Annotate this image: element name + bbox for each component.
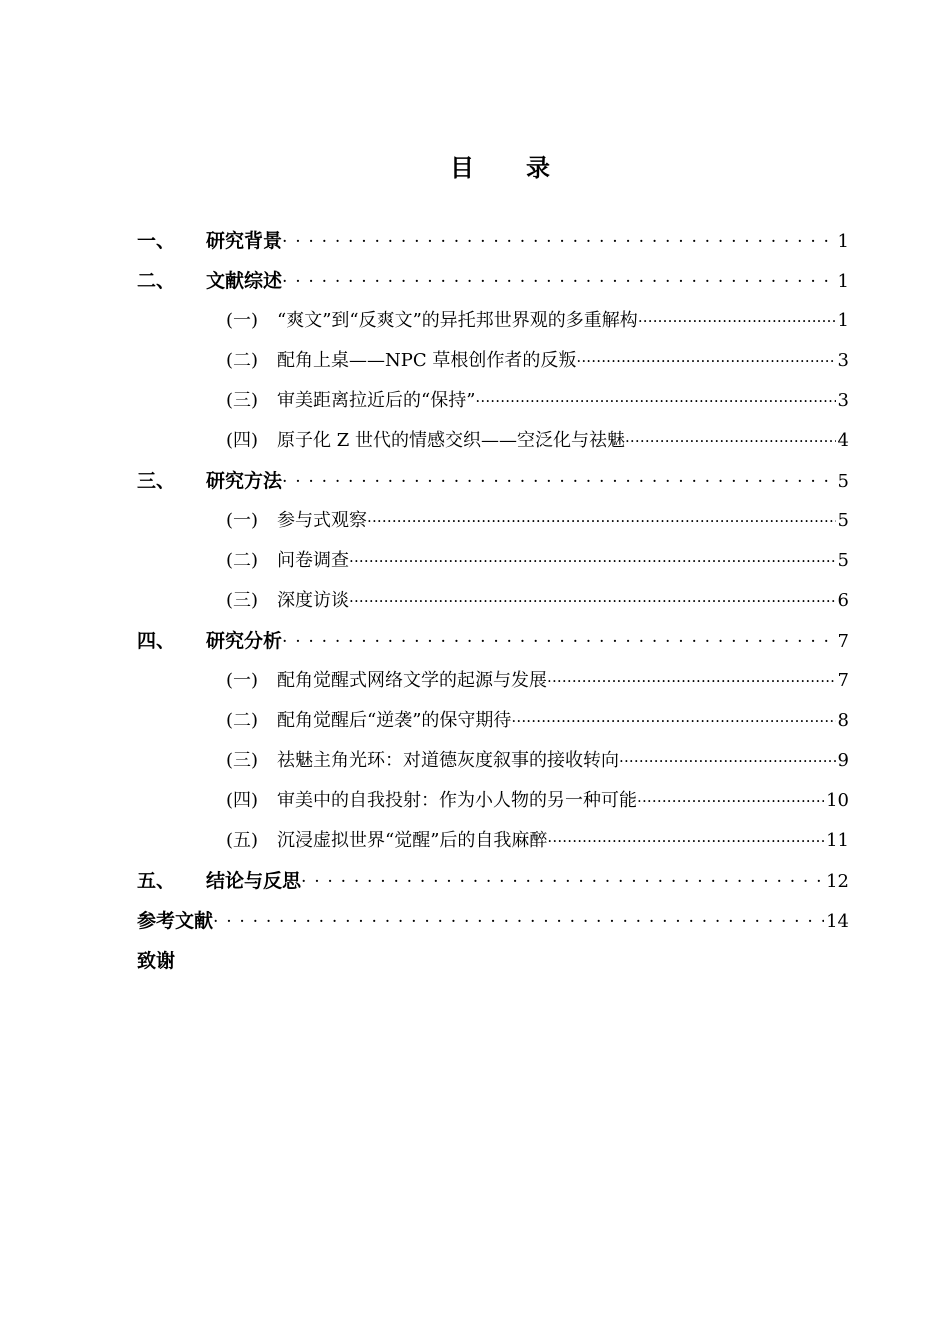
toc-entry-2[interactable] (137, 268, 849, 294)
toc-entry-3[interactable] (137, 468, 849, 494)
toc-entry-page: 14 (826, 911, 849, 932)
dot-leader (282, 468, 836, 494)
dot-leader (282, 228, 836, 254)
toc-entry-5[interactable] (137, 868, 849, 894)
toc-entry-3-2[interactable] (226, 548, 849, 574)
toc-entry-page: 1 (837, 231, 849, 252)
toc-entry-number: (一) (226, 310, 259, 331)
toc-entry-page: 9 (837, 750, 849, 771)
dot-leader (213, 908, 824, 934)
toc-entry-2-4[interactable] (226, 428, 849, 454)
toc-entry-page: 1 (837, 271, 849, 292)
toc-entry-page: 5 (837, 550, 849, 571)
dot-leader (625, 428, 836, 454)
toc-entry-page: 7 (837, 631, 849, 652)
toc-entry-3-1[interactable] (226, 508, 849, 534)
toc-entry-title: 文献综述 (206, 270, 283, 292)
toc-entry-title: 研究背景 (206, 230, 283, 252)
toc-entry-page: 11 (826, 830, 849, 851)
toc-entry-title: 结论与反思 (206, 870, 302, 892)
toc-entry-2-2[interactable] (226, 348, 849, 374)
toc-entry-number: (四) (226, 790, 259, 811)
dot-leader (576, 348, 835, 374)
dot-leader (638, 308, 836, 334)
toc-entry-references[interactable] (137, 908, 849, 934)
dot-leader (547, 828, 824, 854)
toc-entry-page: 8 (837, 710, 849, 731)
toc-entry-number: (三) (226, 590, 259, 611)
toc-entry-page: 1 (837, 310, 849, 331)
dot-leader (547, 668, 836, 694)
toc-entry-title: 审美距离拉近后的“保持” (277, 390, 476, 411)
dot-leader (367, 508, 836, 534)
toc-entry-number: (二) (226, 710, 259, 731)
toc-entry-page: 4 (837, 430, 849, 451)
dot-leader (301, 868, 824, 894)
toc-entry-number: (二) (226, 550, 259, 571)
toc-entry-number: (五) (226, 830, 259, 851)
toc-entry-number: (一) (226, 670, 259, 691)
toc-entry-page: 3 (837, 350, 849, 371)
title-char-2: 录 (526, 154, 550, 182)
toc-entry-title: 参与式观察 (277, 510, 367, 531)
toc-entry-title: 研究方法 (206, 470, 283, 492)
toc-entry-4-1[interactable] (226, 668, 849, 694)
toc-entry-page: 10 (826, 790, 849, 811)
toc-entry-title: 配角觉醒后“逆袭”的保守期待 (277, 710, 512, 731)
toc-entry-acknowledgements[interactable] (137, 948, 849, 974)
toc-entry-number: 一、 (137, 230, 176, 252)
toc-entry-title: 深度访谈 (277, 590, 349, 611)
toc-entry-page: 5 (837, 471, 849, 492)
dot-leader (475, 388, 835, 414)
toc-entry-title: 问卷调查 (277, 550, 349, 571)
dot-leader (282, 628, 836, 654)
dot-leader (619, 748, 836, 774)
dot-leader (349, 548, 836, 574)
toc-entry-number: (四) (226, 430, 259, 451)
toc-entry-title: 致谢 (137, 950, 176, 972)
toc-entry-title: 沉浸虚拟世界“觉醒”后的自我麻醉 (277, 830, 548, 851)
toc-entry-4-3[interactable] (226, 748, 849, 774)
toc-entry-2-3[interactable] (226, 388, 849, 414)
title-char-1: 目 (450, 154, 474, 182)
toc-entry-page: 12 (826, 871, 849, 892)
toc-entry-1[interactable] (137, 228, 849, 254)
toc-entry-number: (一) (226, 510, 259, 531)
toc-entry-4-2[interactable] (226, 708, 849, 734)
toc-entry-4-4[interactable] (226, 788, 849, 814)
toc-entry-4[interactable] (137, 628, 849, 654)
toc-entry-title: 研究分析 (206, 630, 283, 652)
toc-entry-title: “爽文”到“反爽文”的异托邦世界观的多重解构 (277, 310, 638, 331)
toc-entry-number: (二) (226, 350, 259, 371)
toc-entry-title: 配角觉醒式网络文学的起源与发展 (277, 670, 547, 691)
toc-entry-title: 审美中的自我投射：作为小人物的另一种可能 (277, 790, 637, 811)
toc-entry-3-3[interactable] (226, 588, 849, 614)
toc-entry-number: 五、 (137, 870, 176, 892)
toc-entry-number: 三、 (137, 470, 176, 492)
toc-entry-page: 6 (837, 590, 849, 611)
toc-entry-page: 3 (837, 390, 849, 411)
toc-entry-number: (三) (226, 750, 259, 771)
toc-entry-title: 祛魅主角光环：对道德灰度叙事的接收转向 (277, 750, 619, 771)
toc-entry-2-1[interactable] (226, 308, 849, 334)
toc-entry-4-5[interactable] (226, 828, 849, 854)
toc-entry-title: 配角上桌——NPC 草根创作者的反叛 (277, 350, 577, 371)
dot-leader (637, 788, 824, 814)
toc-entry-number: 四、 (137, 630, 176, 652)
toc-entry-number: (三) (226, 390, 259, 411)
dot-leader (282, 268, 836, 294)
dot-leader (349, 588, 836, 614)
toc-entry-page: 5 (837, 510, 849, 531)
toc-entry-page: 7 (837, 670, 849, 691)
toc-entry-title: 参考文献 (137, 910, 214, 932)
dot-leader (511, 708, 835, 734)
toc-entry-title: 原子化 Z 世代的情感交织——空泛化与祛魅 (277, 430, 625, 451)
toc-entry-number: 二、 (137, 270, 176, 292)
